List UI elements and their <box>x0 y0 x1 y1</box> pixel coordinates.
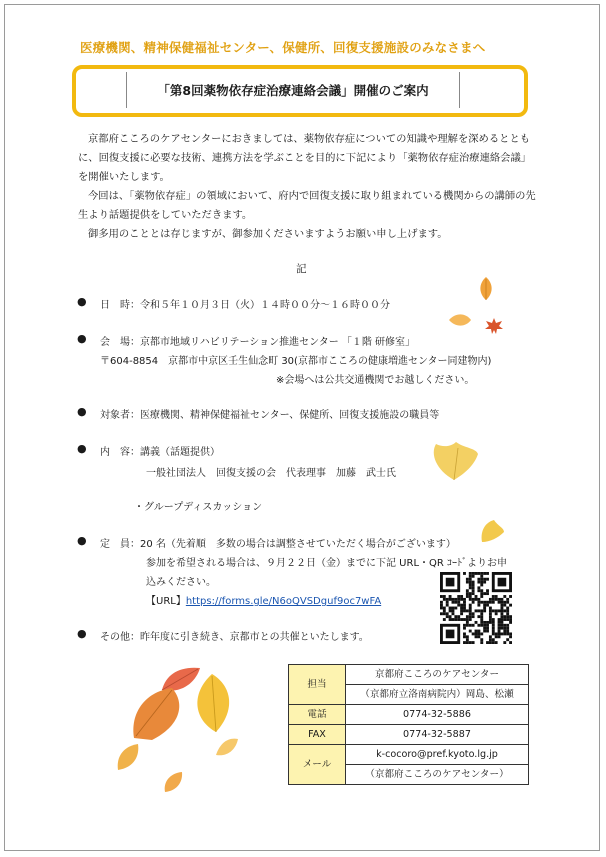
contact-key-email: メール <box>289 745 346 785</box>
ki-heading: 記 <box>296 263 307 275</box>
contact-org: 京都府こころのケアセンター <box>346 665 529 685</box>
table-row <box>289 705 529 725</box>
autumn-leaf-icon <box>214 735 240 759</box>
detail-datetime: 日 時：令和５年１０月３日（火）１４時００分～１６時００分 <box>100 300 390 311</box>
detail-apply: 参加を希望される場合は、９月２２日（金）までに下記 URL・QR ｺｰﾄﾞよりお申 <box>146 558 508 569</box>
page-title: 「第8回薬物依存症治療連絡会議」開催のご案内 <box>126 72 460 108</box>
autumn-leaf-icon <box>114 742 142 772</box>
autumn-leaf-icon <box>476 276 496 302</box>
contact-key-phone: 電話 <box>289 705 346 725</box>
autumn-leaf-icon <box>162 770 184 794</box>
autumn-leaf-icon <box>448 312 472 328</box>
detail-content: 内 容：講義（話題提供） <box>100 447 220 458</box>
intro-paragraph-2: 今回は、「薬物依存症」の領域において、府内で回復支援に取り組まれている機関からの講師の先生より話題提供をしていただきます。 <box>78 190 536 221</box>
detail-venue-address: 〒604-8854 京都市中京区壬生仙念町 30(京都市こころの健康増進センター同建物内) <box>100 356 492 367</box>
contact-key-person: 担当 <box>289 665 346 705</box>
bullet-content: ● <box>77 442 87 455</box>
contact-key-fax: FAX <box>289 725 346 745</box>
ginkgo-leaf-icon <box>428 440 480 482</box>
intro-paragraph-3: 御多用のこととは存じますが、御参加くださいますようお願い申し上げます。 <box>88 228 448 240</box>
detail-discussion: ・グループディスカッション <box>134 502 263 513</box>
intro-text <box>78 130 538 244</box>
bullet-target: ● <box>77 405 87 418</box>
detail-apply-cont: 込みください。 <box>146 577 216 588</box>
contact-org-detail: （京都府立洛南病院内）岡島、松瀬 <box>346 685 529 705</box>
detail-url-line <box>146 592 381 607</box>
contact-fax: 0774-32-5887 <box>346 725 529 745</box>
autumn-leaf-icon <box>186 672 238 734</box>
intro-paragraph-1: 京都府こころのケアセンターにおきましては、薬物依存症についての知識や理解を深めるとともに、回復支援に必要な技術、連携方法を学ぶことを目的に下記により「薬物依存症治療連絡会議」を開催いたします。 <box>78 133 532 183</box>
ginkgo-leaf-icon <box>478 518 506 544</box>
detail-venue: 会 場：京都市地域リハビリテーション推進センター 「１階 研修室」 <box>100 337 416 348</box>
detail-other: その他：昨年度に引き続き、京都市との共催といたします。 <box>100 632 369 643</box>
bullet-capacity: ● <box>77 534 87 547</box>
contact-phone: 0774-32-5886 <box>346 705 529 725</box>
table-row <box>289 725 529 745</box>
contact-email-note: （京都府こころのケアセンター） <box>346 765 529 785</box>
maple-leaf-icon <box>484 317 504 335</box>
detail-venue-note: ※会場へは公共交通機関でお越しください。 <box>276 375 475 386</box>
url-label: 【URL】 <box>146 596 186 607</box>
contact-table <box>288 664 529 785</box>
bullet-datetime: ● <box>77 295 87 308</box>
contact-email[interactable]: k-cocoro@pref.kyoto.lg.jp <box>346 745 529 765</box>
bullet-venue: ● <box>77 332 87 345</box>
audience-header: 医療機関、精神保健福祉センター、保健所、回復支援施設のみなさまへ <box>80 40 486 55</box>
table-row <box>289 745 529 765</box>
detail-target: 対象者：医療機関、精神保健福祉センター、保健所、回復支援施設の職員等 <box>100 410 440 421</box>
registration-link[interactable]: https://forms.gle/N6oQVSDguf9oc7wFA <box>185 596 382 607</box>
autumn-leaf-icon <box>128 686 192 742</box>
detail-capacity: 定 員：20 名（先着順 多数の場合は調整させていただく場合がございます） <box>100 539 456 550</box>
qr-code-icon[interactable] <box>440 572 512 644</box>
bullet-other: ● <box>77 627 87 640</box>
detail-speaker: 一般社団法人 回復支援の会 代表理事 加藤 武士氏 <box>146 468 396 479</box>
table-row <box>289 665 529 685</box>
